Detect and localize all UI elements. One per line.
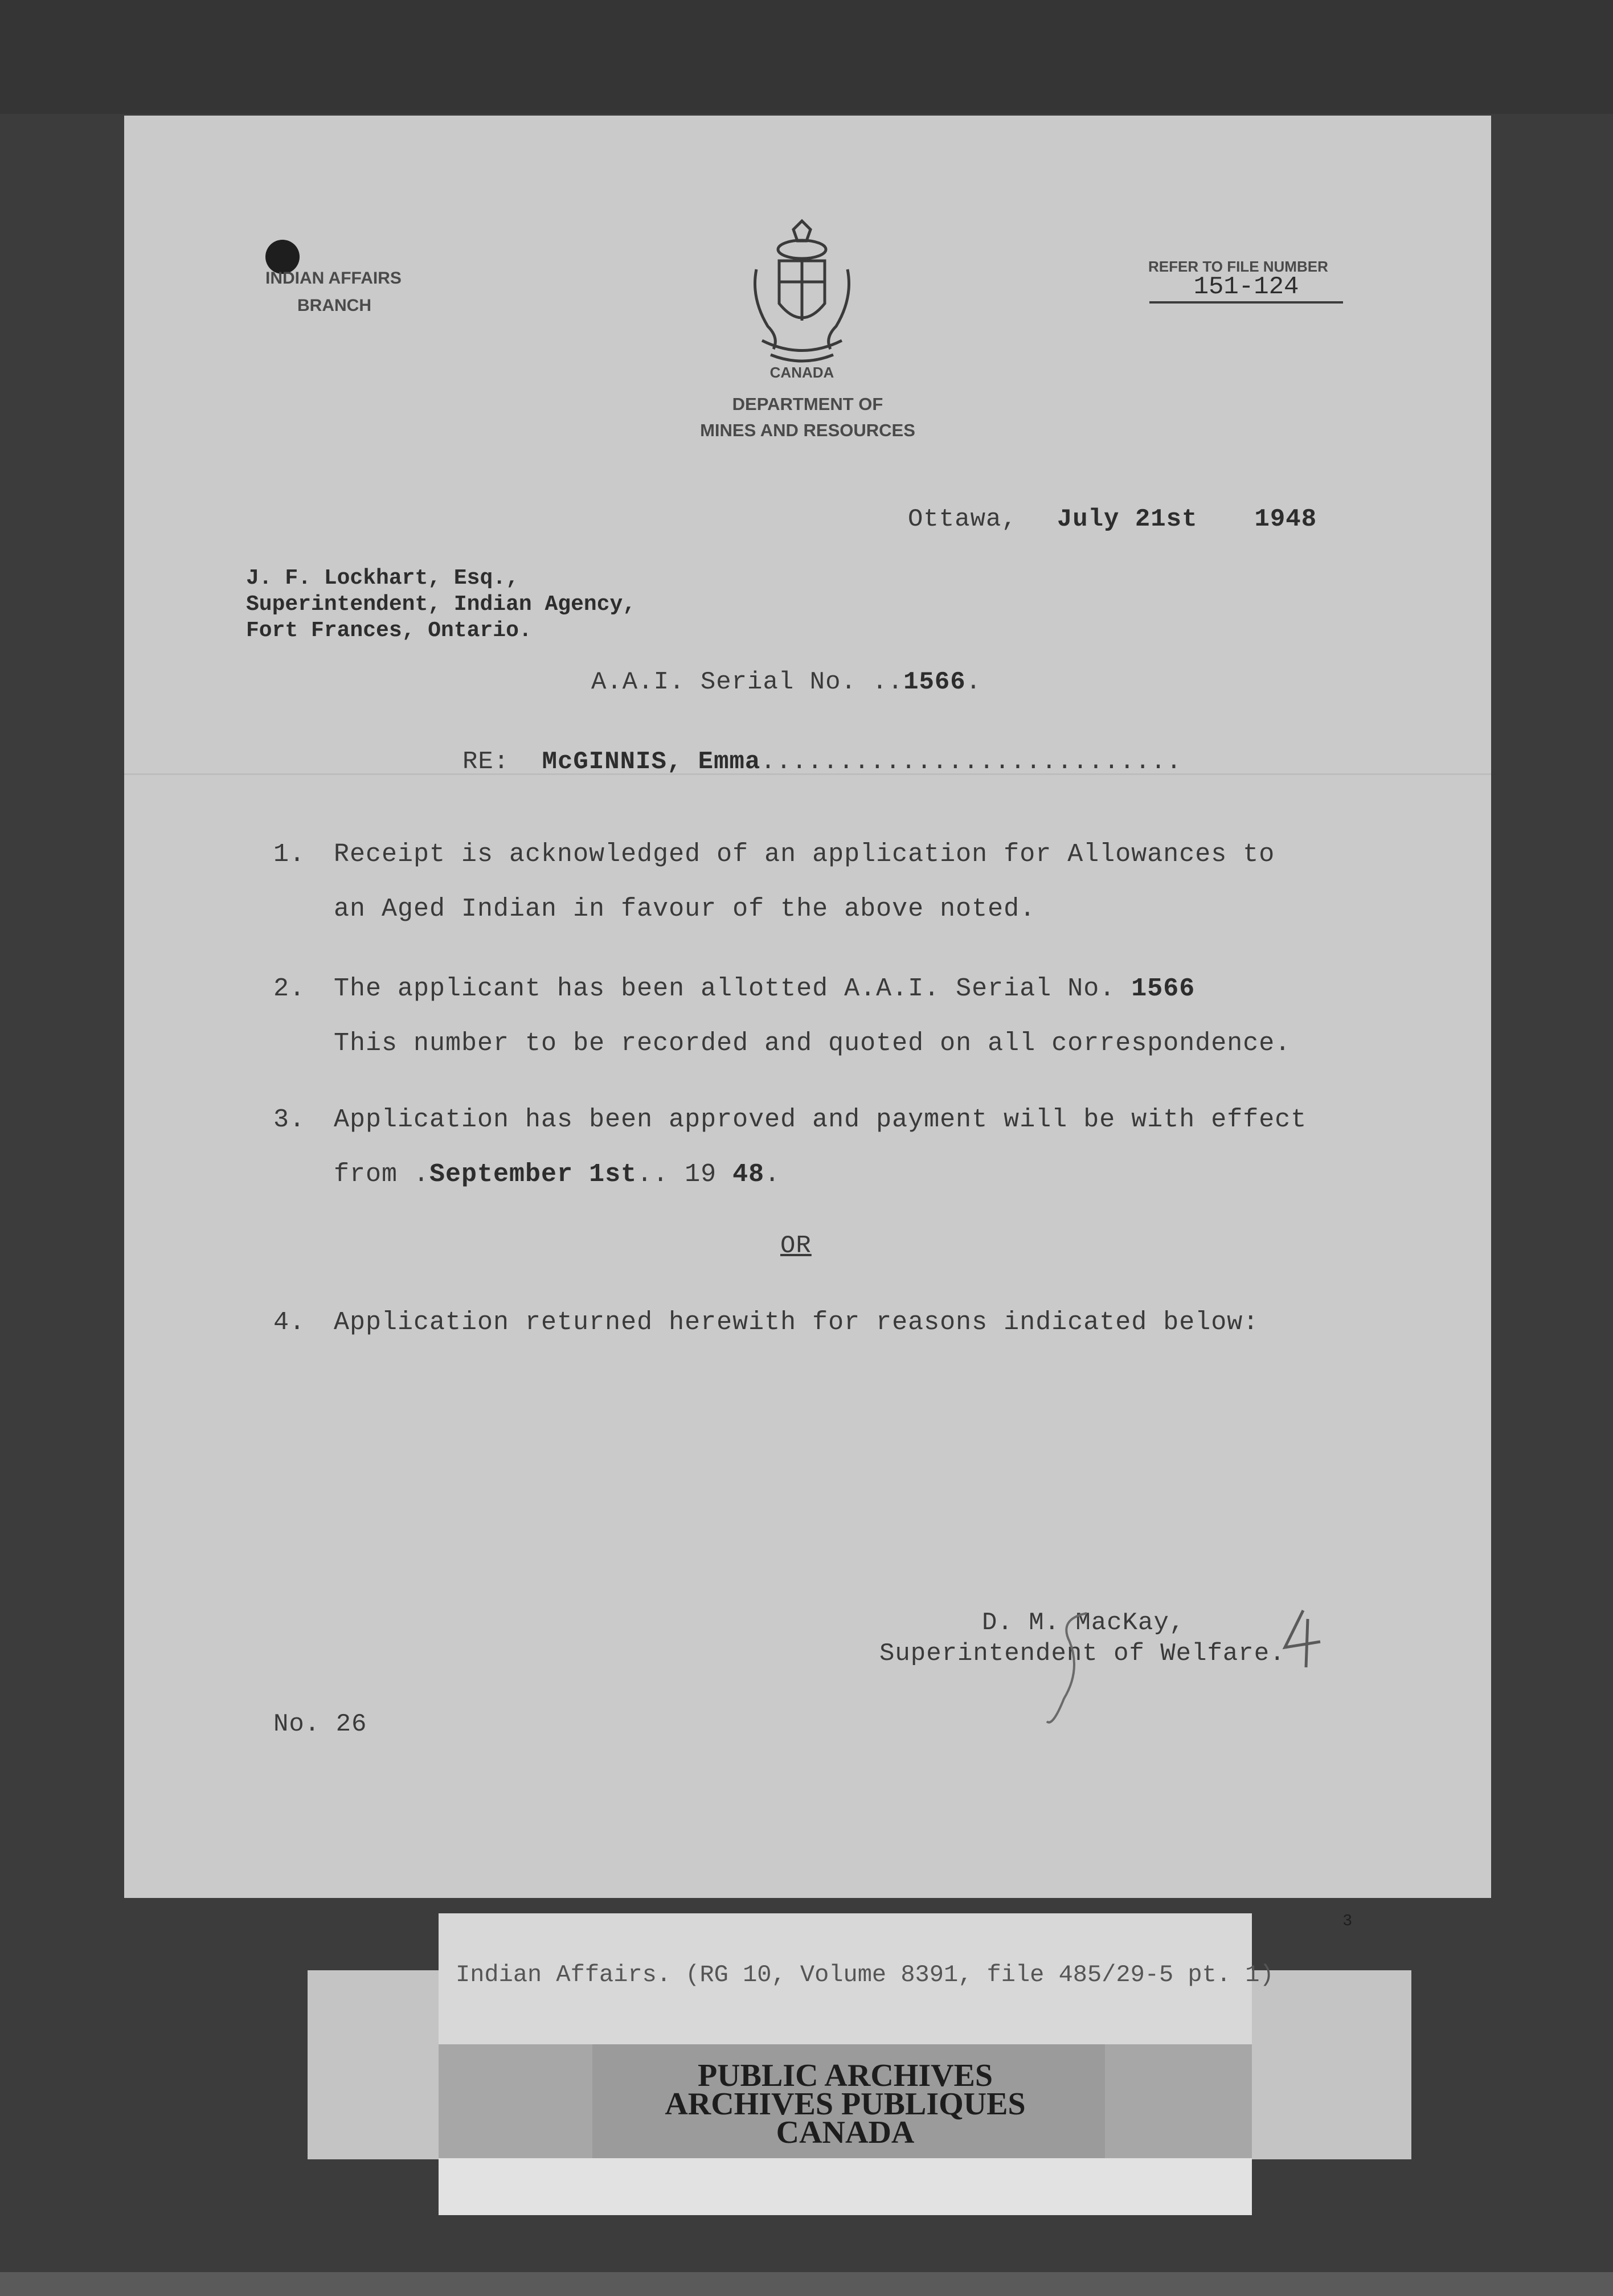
p4-number: 4. <box>273 1308 306 1337</box>
serial-line <box>591 668 981 696</box>
p1-line-1: Receipt is acknowledged of an application for Allowances to <box>334 840 1275 869</box>
p1-line-2: an Aged Indian in favour of the above noted. <box>334 895 1036 924</box>
paragraph-3 <box>273 1093 1307 1202</box>
addressee-line-2: Superintendent, Indian Agency, <box>246 592 636 617</box>
p2-line-2: This number to be recorded and quoted on all correspondence. <box>334 1029 1291 1058</box>
archive-reference-card <box>439 1913 1274 2056</box>
archive-stamp-line-3: CANADA <box>776 2115 915 2150</box>
p2-line-1: The applicant has been allotted A.A.I. Serial No. <box>334 974 1132 1003</box>
page-mark: 3 <box>1343 1911 1352 1929</box>
date-day: July 21st <box>1057 505 1198 534</box>
signatory-title: Superintendent of Welfare. <box>879 1639 1286 1668</box>
coat-of-arms-crest <box>739 218 865 366</box>
p4-line-1: Application returned herewith for reasons indicated below: <box>334 1308 1259 1337</box>
branch-line-1: INDIAN AFFAIRS <box>265 269 402 288</box>
handwritten-signature <box>1035 1608 1104 1739</box>
dark-background-bottom <box>0 2272 1613 2296</box>
tape-left <box>308 1970 439 2159</box>
handwritten-initial-4 <box>1280 1608 1326 1670</box>
p3-number: 3. <box>273 1105 306 1134</box>
date-city: Ottawa, <box>908 505 1017 534</box>
p3-mid: .. 19 <box>637 1160 733 1189</box>
p3-effective-year: 48 <box>732 1160 765 1189</box>
p3-end: . <box>764 1160 781 1189</box>
re-dots: ........................... <box>760 748 1182 776</box>
paragraph-2 <box>273 962 1291 1071</box>
serial-suffix: . <box>965 668 982 696</box>
tape-right <box>1252 1970 1411 2159</box>
archive-label-lower <box>439 2158 1252 2215</box>
addressee-block <box>246 565 636 644</box>
dark-background-top <box>0 0 1613 114</box>
serial-value: 1566 <box>903 668 966 696</box>
archive-stamp-line-1: PUBLIC ARCHIVES <box>697 2058 993 2093</box>
department-line-1: DEPARTMENT OF <box>732 394 883 414</box>
paragraph-4 <box>273 1295 1259 1350</box>
branch-line-2: BRANCH <box>297 296 371 315</box>
letter-page <box>124 116 1491 1898</box>
form-number: No. 26 <box>273 1710 367 1739</box>
p3-line-1: Application has been approved and payment will be with effect <box>334 1105 1307 1134</box>
archive-reference: Indian Affairs. (RG 10, Volume 8391, file 485/29-5 pt. 1) <box>456 1961 1274 1988</box>
addressee-line-3: Fort Frances, Ontario. <box>246 618 532 643</box>
department-name <box>671 391 944 444</box>
archive-stamp <box>439 2058 1252 2150</box>
country-label: CANADA <box>769 364 834 381</box>
file-number-label: REFER TO FILE NUMBER <box>1148 258 1328 275</box>
department-line-2: MINES AND RESOURCES <box>700 420 915 440</box>
date-line <box>908 505 1317 534</box>
p3-from: from . <box>334 1160 430 1189</box>
serial-label: A.A.I. Serial No. .. <box>591 668 904 696</box>
p2-number: 2. <box>273 974 306 1003</box>
re-line <box>462 748 1182 776</box>
archive-stamp-line-2: ARCHIVES PUBLIQUES <box>665 2086 1026 2122</box>
p3-effective-date: September 1st <box>429 1160 637 1189</box>
p2-serial-value: 1566 <box>1131 974 1196 1003</box>
paragraph-1 <box>273 827 1275 937</box>
date-year: 1948 <box>1254 505 1317 534</box>
addressee-line-1: J. F. Lockhart, Esq., <box>246 566 519 591</box>
re-label: RE: <box>462 748 510 776</box>
branch-heading <box>265 265 402 319</box>
or-separator: OR <box>780 1232 812 1260</box>
file-number: 151-124 <box>1149 273 1343 304</box>
p1-number: 1. <box>273 840 306 869</box>
re-name: McGINNIS, Emma <box>542 748 761 776</box>
signatory-name: D. M. MacKay, <box>982 1609 1185 1637</box>
archive-stamp-band <box>439 2044 1252 2158</box>
